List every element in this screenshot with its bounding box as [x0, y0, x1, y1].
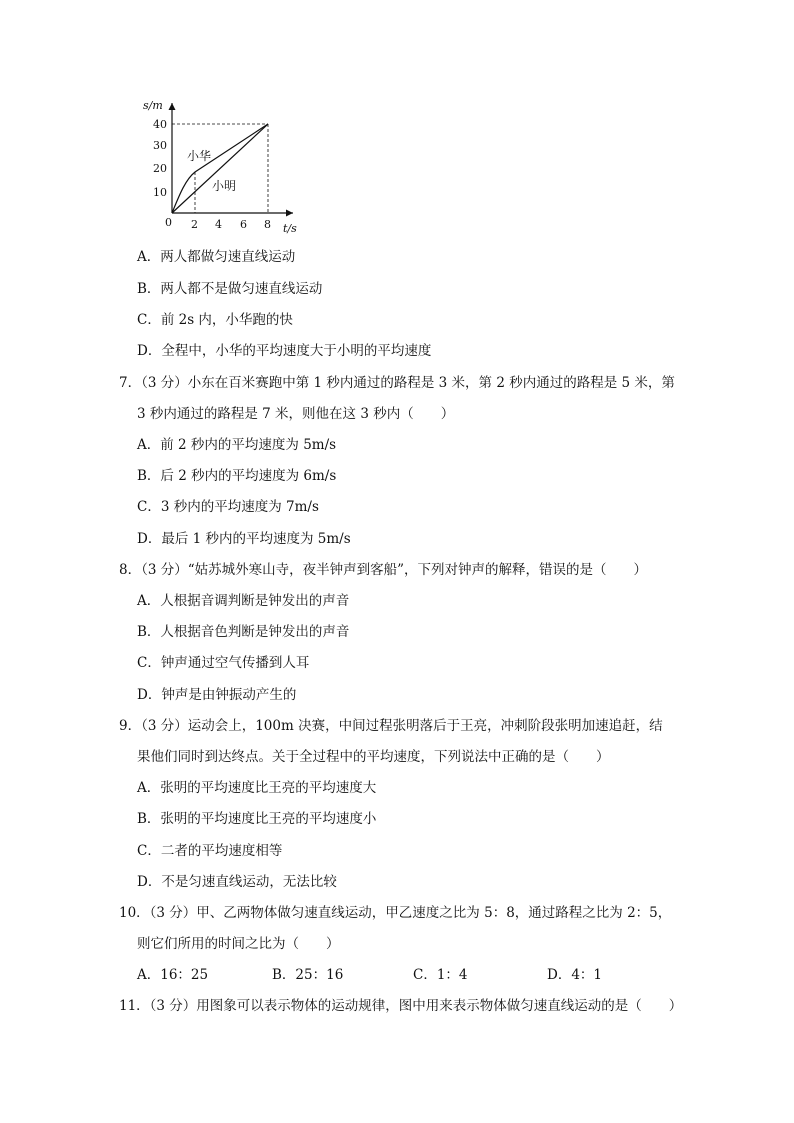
- q7-option-d[interactable]: D．最后 1 秒内的平均速度为 5m/s: [137, 531, 351, 547]
- q8-option-a[interactable]: A．人根据音调判断是钟发出的声音: [137, 593, 350, 609]
- y-tick-40: 40: [153, 118, 167, 131]
- q10-stem-line1: 10．（3 分）甲、乙两物体做匀速直线运动，甲乙速度之比为 5：8，通过路程之比为 2：5，: [119, 905, 672, 921]
- q10-stem-line2: 则它们所用的时间之比为（ ）: [137, 936, 340, 952]
- q8-stem: 8．（3 分）“姑苏城外寒山寺，夜半钟声到客船”，下列对钟声的解释，错误的是（ ）: [119, 562, 648, 578]
- x-tick-6: 6: [240, 218, 247, 231]
- q10-option-b[interactable]: B．25：16: [272, 967, 344, 983]
- q6-option-a[interactable]: A．两人都做匀速直线运动: [137, 249, 296, 265]
- y-axis-label: s/m: [143, 99, 163, 112]
- q7-option-c[interactable]: C．3 秒内的平均速度为 7m/s: [137, 499, 319, 515]
- x-tick-2: 2: [191, 218, 198, 231]
- q9-stem-line2: 果他们同时到达终点。关于全过程中的平均速度，下列说法中正确的是（ ）: [137, 749, 610, 765]
- x-tick-4: 4: [215, 218, 222, 231]
- q6-option-b[interactable]: B．两人都不是做匀速直线运动: [137, 281, 323, 297]
- q8-option-b[interactable]: B．人根据音色判断是钟发出的声音: [137, 624, 350, 640]
- q7-stem-line2: 3 秒内通过的路程是 7 米，则他在这 3 秒内（ ）: [137, 406, 455, 422]
- x-tick-8: 8: [264, 218, 271, 231]
- y-tick-20: 20: [153, 162, 167, 175]
- q8-option-d[interactable]: D．钟声是由钟振动产生的: [137, 687, 297, 703]
- y-tick-30: 30: [153, 139, 167, 152]
- x-axis-label: t/s: [283, 222, 297, 235]
- y-tick-10: 10: [153, 186, 167, 199]
- q9-option-b[interactable]: B．张明的平均速度比王亮的平均速度小: [137, 811, 377, 827]
- xiaoming-line: [172, 124, 268, 213]
- q9-option-a[interactable]: A．张明的平均速度比王亮的平均速度大: [137, 780, 377, 796]
- q9-option-c[interactable]: C．二者的平均速度相等: [137, 843, 283, 859]
- q10-option-d[interactable]: D．4：1: [547, 967, 603, 983]
- q9-option-d[interactable]: D．不是匀速直线运动，无法比较: [137, 874, 337, 890]
- curve-label-xiaohua: 小华: [187, 149, 212, 163]
- q9-stem-line1: 9．（3 分）运动会上，100m 决赛，中间过程张明落后于王亮，冲刺阶段张明加速追赶，结: [119, 718, 663, 734]
- q11-stem: 11．（3 分）用图象可以表示物体的运动规律，图中用来表示物体做匀速直线运动的是（ ）: [119, 998, 683, 1014]
- q6-option-d[interactable]: D．全程中，小华的平均速度大于小明的平均速度: [137, 343, 432, 359]
- x-tick-0: 0: [165, 216, 172, 229]
- q8-option-c[interactable]: C．钟声通过空气传播到人耳: [137, 655, 310, 671]
- q10-option-a[interactable]: A．16：25: [137, 967, 209, 983]
- q7-stem-line1: 7．（3 分）小东在百米赛跑中第 1 秒内通过的路程是 3 米，第 2 秒内通过的路程是 5 米，第: [119, 375, 675, 391]
- q7-option-a[interactable]: A．前 2 秒内的平均速度为 5m/s: [137, 437, 337, 453]
- q7-option-b[interactable]: B．后 2 秒内的平均速度为 6m/s: [137, 468, 337, 484]
- q6-option-c[interactable]: C．前 2s 内，小华跑的快: [137, 312, 293, 328]
- q10-option-c[interactable]: C．1：4: [413, 967, 468, 983]
- curve-label-xiaoming: 小明: [212, 179, 237, 193]
- q10-options-row: [137, 965, 657, 985]
- distance-time-graph: [133, 98, 303, 238]
